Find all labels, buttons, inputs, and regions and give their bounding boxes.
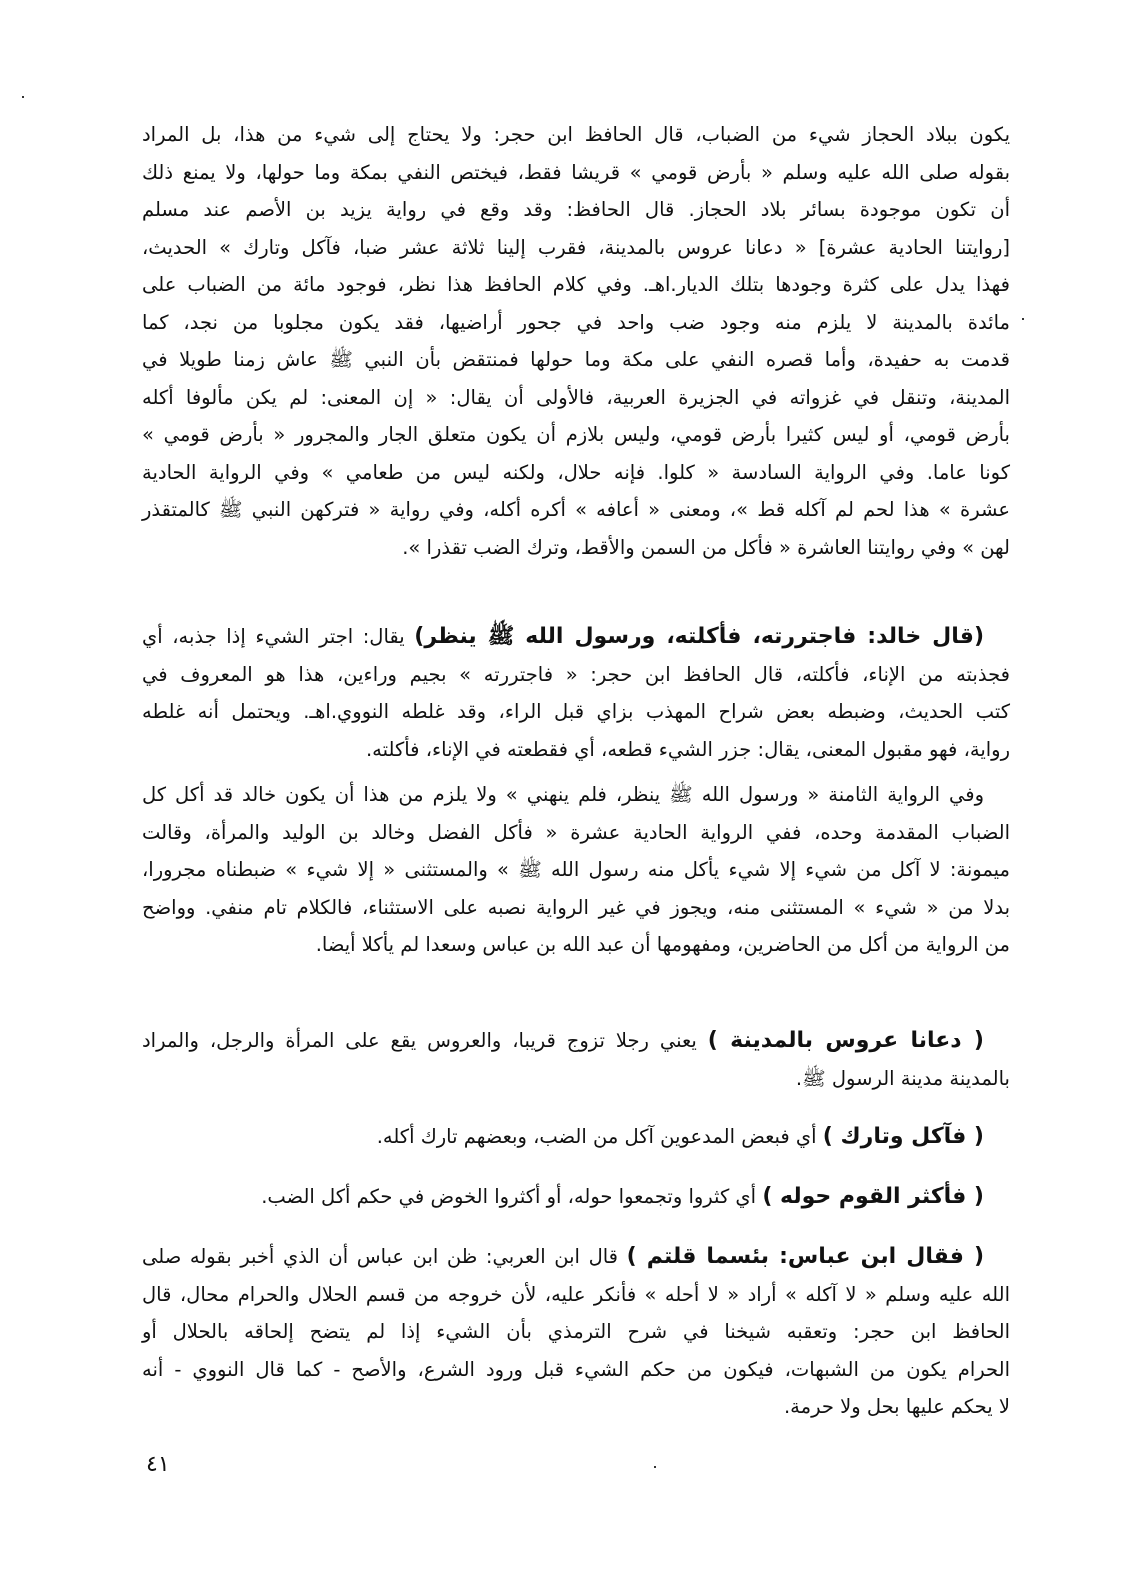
paragraph-1: [142, 116, 1010, 566]
text-line: [142, 529, 1010, 567]
line-text: المدينة، وتنقل في غزواته في الجزيرة العربية، فالأولى أن يقال: « إن المعنى: لم يكن مألوفا أكله: [142, 385, 1010, 409]
line-text: الحافظ ابن حجر: وتعقبه شيخنا في شرح الترمذي بأن الشيء إذا لم يتضح إلحاقه بالحلال أو: [142, 1320, 1010, 1343]
text-line: [142, 229, 1010, 267]
text-line: [142, 266, 1010, 304]
line-text: قدمت به حفيدة، وأما قصره النفي على مكة وما حولها فمنتقض بأن النبي ﷺ عاش زمنا طويلا في: [142, 348, 1010, 371]
line-text: من الرواية من أكل من الحاضرين، ومفهومها أن عبد الله بن عباس وسعدا لم يأكلا أيضا.: [315, 933, 1010, 956]
line-text: وفي الرواية الثامنة « ورسول الله ﷺ ينظر، فلم ينهني » ولا يلزم من هذا أن يكون خالد قد أكل كل: [142, 783, 984, 806]
bold-lead-phrase: ( فآكل وتارك ): [822, 1124, 984, 1149]
line-text: أي فبعض المدعوين آكل من الضب، وبعضهم تارك أكله.: [376, 1125, 823, 1148]
line-text: الحرام يكون من الشبهات، فيكون من حكم الشيء قبل ورود الشرع، والأصح - كما قال النووي - أنه: [142, 1357, 1010, 1381]
text-line: [142, 618, 1010, 656]
line-text: لا يحكم عليها بحل ولا حرمة.: [783, 1395, 1010, 1418]
text-line: [142, 341, 1010, 379]
bold-lead-phrase: ( فأكثر القوم حوله ): [762, 1184, 984, 1209]
line-text: قال ابن العربي: ظن ابن عباس أن الذي أخبر بقوله صلى: [142, 1245, 627, 1268]
paragraph-3: [142, 776, 1010, 964]
page-number: ٤١: [146, 1452, 170, 1477]
line-text: فهذا يدل على كثرة وجودها بتلك الديار.اهـ. وفي كلام الحافظ هذا نظر، فوجود مائة من الضباب على: [142, 273, 1010, 296]
line-text: عشرة » هذا لحم لم آكله قط »، ومعنى « أعافه » أكره أكله، وفي رواية « فتركهن النبي ﷺ كالمتقذر: [142, 498, 1010, 521]
text-line: [142, 1313, 1010, 1351]
text-line: [142, 1276, 1010, 1314]
paragraph-5: [142, 1118, 1010, 1156]
line-text: أن تكون موجودة بسائر بلاد الحجاز. قال الحافظ: وقد وقع في رواية يزيد بن الأصم عند مسلم: [142, 198, 1010, 221]
paragraph-7: [142, 1238, 1010, 1426]
text-line: [142, 851, 1010, 889]
text-line: [142, 416, 1010, 454]
line-text: بدلا من « شيء » المستثنى منه، ويجوز في غير الرواية نصبه على الاستثناء، فالكلام تام منفي. وواضح: [142, 895, 1010, 919]
text-line: [142, 1022, 1010, 1060]
text-line: [142, 116, 1010, 154]
text-line: [142, 1060, 1010, 1098]
line-text: رواية، فهو مقبول المعنى، يقال: جزر الشيء قطعه، أي فقطعته في الإناء، فأكلته.: [365, 737, 1010, 761]
scan-speck: [654, 1466, 656, 1468]
text-line: [142, 693, 1010, 731]
text-line: [142, 731, 1010, 769]
line-text: [روايتنا الحادية عشرة] « دعانا عروس بالمدينة، فقرب إلينا ثلاثة عشر ضبا، فآكل وتارك » الحديث،: [142, 235, 1010, 259]
text-line: [142, 154, 1010, 192]
text-line: [142, 1238, 1010, 1276]
line-text: بالمدينة مدينة الرسول ﷺ.: [795, 1066, 1010, 1090]
text-line: [142, 1351, 1010, 1389]
text-line: [142, 776, 1010, 814]
line-text: يكون ببلاد الحجاز شيء من الضباب، قال الحافظ ابن حجر: ولا يحتاج إلى شيء من هذا، بل المراد: [142, 123, 1010, 146]
paragraph-2: [142, 618, 1010, 768]
line-text: الضباب المقدمة وحده، ففي الرواية الحادية عشرة « فأكل الفضل وخالد بن الوليد والمرأة، وقالت: [142, 820, 1010, 844]
line-text: الله عليه وسلم « لا آكله » أراد « لا أحله » فأنكر عليه، لأن خروجه من قسم الحلال والحرام محال، قال: [142, 1282, 1010, 1306]
line-text: ميمونة: لا آكل من شيء إلا شيء يأكل منه رسول الله ﷺ » والمستثنى « إلا شيء » ضبطناه مجرورا،: [142, 858, 1010, 881]
line-text: فجذبته من الإناء، فأكلته، قال الحافظ ابن حجر: « فاجتررته » بجيم وراءين، هذا هو المعروف في: [142, 662, 1010, 686]
scan-speck: [1022, 318, 1024, 320]
line-text: أي كثروا وتجمعوا حوله، أو أكثروا الخوض في حكم أكل الضب.: [261, 1185, 763, 1208]
bold-lead-phrase: (قال خالد: فاجتررته، فأكلته، ورسول الله ﷺ ينظر): [414, 624, 984, 649]
text-line: [142, 454, 1010, 492]
line-text: كونا عاما. وفي الرواية السادسة « كلوا. فإنه حلال، ولكنه ليس من طعامي » وفي الرواية الحادية: [142, 460, 1010, 484]
line-text: يعني رجلا تزوج قريبا، والعروس يقع على المرأة والرجل، والمراد: [142, 1029, 708, 1052]
bold-lead-phrase: ( دعانا عروس بالمدينة ): [707, 1028, 984, 1053]
line-text: يقال: اجتر الشيء إذا جذبه، أي: [142, 625, 415, 648]
scan-speck: [22, 96, 24, 98]
bold-lead-phrase: ( فقال ابن عباس: بئسما قلتم ): [626, 1244, 985, 1269]
line-text: مائدة بالمدينة لا يلزم منه وجود ضب واحد في جحور أراضيها، فقد يكون مجلوبا من نجد، كما: [142, 310, 1010, 334]
line-text: كتب الحديث، وضبطه بعض شراح المهذب بزاي قبل الراء، وقد غلطه النووي.اهـ. ويحتمل أنه غلطه: [142, 700, 1010, 723]
line-text: لهن » وفي روايتنا العاشرة « فأكل من السمن والأقط، وترك الضب تقذرا ».: [402, 535, 1010, 559]
text-line: [142, 379, 1010, 417]
line-text: بقوله صلى الله عليه وسلم « بأرض قومي » قريشا فقط، فيختص النفي بمكة وما حولها، ولا يمنع ذلك: [142, 160, 1010, 184]
text-line: [142, 926, 1010, 964]
text-line: [142, 889, 1010, 927]
text-line: [142, 191, 1010, 229]
text-line: [142, 1388, 1010, 1426]
paragraph-6: [142, 1178, 1010, 1216]
text-line: [142, 491, 1010, 529]
line-text: بأرض قومي، أو ليس كثيرا بأرض قومي، وليس بلازم أن يكون متعلق الجار والمجرور « بأرض قومي »: [142, 423, 1010, 446]
text-line: [142, 1118, 1010, 1156]
paragraph-4: [142, 1022, 1010, 1097]
text-line: [142, 1178, 1010, 1216]
text-line: [142, 304, 1010, 342]
text-line: [142, 656, 1010, 694]
text-line: [142, 814, 1010, 852]
